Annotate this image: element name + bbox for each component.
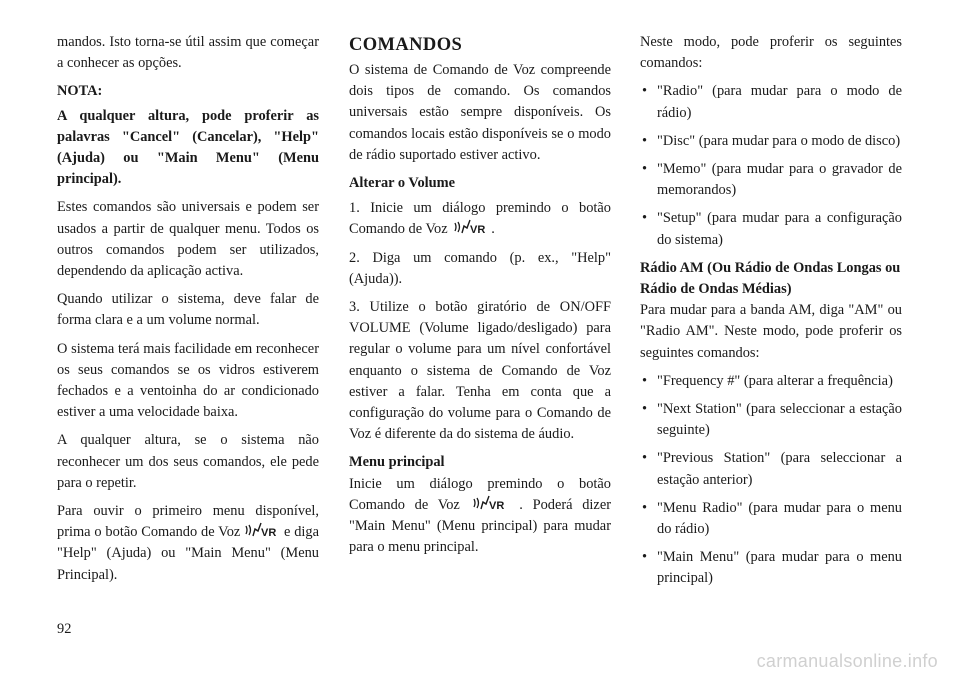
voice-command-icon (453, 219, 489, 235)
note-text: A qualquer altura, pode proferir as palavras "Cancel" (Cancelar), "Help" (Ajuda) ou "Main Menu" (Menu principal). (57, 107, 319, 188)
main-menu-text-before: Inicie um diálogo premindo o botão Comando de Voz (349, 475, 611, 513)
step-1-end: . (491, 221, 495, 238)
column-left (57, 32, 319, 593)
step-3: 3. Utilize o botão giratório de ON/OFF VOLUME (Volume ligado/desligado) para regular o volume para um nível confortável enquanto o sistema de Comando de Voz estiver a falar. Tenha em conta que a configuração do volume para o Comando de Voz é diferente da do sistema de áudio. (349, 299, 611, 443)
first-menu-text-after: e diga "Help" (Ajuda) ou "Main Menu" (Menu Principal). (57, 524, 319, 583)
main-menu-text-after: . Poderá dizer "Main Menu" (Menu principal) para mudar para o menu principal. (349, 496, 611, 556)
paragraph-universal-commands: Estes comandos são universais e podem ser usados a partir de qualquer menu. Todos os outros comandos podem ser utilizados, dependendo da aplicação activa. (57, 199, 319, 280)
list-item: • "Previous Station" (para seleccionar a estação anterior) (640, 448, 902, 490)
list-item: • "Next Station" (para seleccionar a estação seguinte) (640, 399, 902, 441)
page-number: 92 (57, 621, 72, 637)
paragraph-main-menu (349, 474, 611, 559)
step-2: 2. Diga um comando (p. ex., "Help" (Ajuda)). (349, 249, 611, 287)
paragraph-continuation: mandos. Isto torna-se útil assim que começar a conhecer as opções. (57, 34, 319, 72)
column-middle (349, 32, 611, 565)
column-right (640, 32, 902, 597)
list-item: • "Setup" (para mudar para a configuração do sistema) (640, 208, 902, 250)
step-1 (349, 198, 611, 240)
list-item: • "Frequency #" (para alterar a frequência) (640, 371, 902, 392)
paragraph-repeat: A qualquer altura, se o sistema não reconhecer um dos seus comandos, ele pede para o repetir. (57, 432, 319, 491)
subheading-main-menu: Menu principal (349, 454, 445, 471)
paragraph-commands-intro: O sistema de Comando de Voz compreende dois tipos de comando. Os comandos universais estão sempre disponíveis. Os comandos locais estão disponíveis se o modo de rádio suportado estiver activo. (349, 62, 611, 163)
paragraph-mode-intro: Neste modo, pode proferir os seguintes comandos: (640, 34, 902, 72)
list-item: • "Main Menu" (para mudar para o menu principal) (640, 547, 902, 589)
svg-text:VR: VR (470, 224, 486, 236)
voice-command-icon (244, 522, 280, 538)
paragraph-am-radio: Para mudar para a banda AM, diga "AM" ou "Radio AM". Neste modo, pode proferir os seguintes comandos: (640, 302, 902, 361)
mode-commands-list (640, 81, 902, 250)
list-item: • "Menu Radio" (para mudar para o menu do rádio) (640, 498, 902, 540)
section-heading-commands: COMANDOS (349, 35, 463, 55)
subheading-am-radio: Rádio AM (Ou Rádio de Ondas Longas ou Rádio de Ondas Médias) (640, 259, 901, 298)
note-label: NOTA: (57, 83, 103, 100)
paragraph-speak-clearly: Quando utilizar o sistema, deve falar de forma clara e a um volume normal. (57, 291, 319, 329)
paragraph-first-menu (57, 501, 319, 586)
watermark: carmanualsonline.info (756, 651, 938, 671)
step-1-text: 1. Inicie um diálogo premindo o botão Comando de Voz (349, 200, 611, 238)
svg-text:VR: VR (488, 499, 504, 511)
list-item: • "Disc" (para mudar para o modo de disco) (640, 131, 902, 152)
am-commands-list (640, 371, 902, 590)
first-menu-text-before: Para ouvir o primeiro menu disponível, prima o botão Comando de Voz (57, 503, 319, 541)
voice-command-icon (472, 495, 508, 511)
subheading-volume: Alterar o Volume (349, 175, 456, 192)
svg-text:VR: VR (261, 527, 277, 539)
paragraph-recognition: O sistema terá mais facilidade em reconhecer os seus comandos se os vidros estiverem fechados e a ventoinha do ar condicionado estiver a uma velocidade baixa. (57, 340, 319, 421)
list-item: • "Memo" (para mudar para o gravador de memorandos) (640, 159, 902, 201)
list-item: • "Radio" (para mudar para o modo de rádio) (640, 81, 902, 123)
